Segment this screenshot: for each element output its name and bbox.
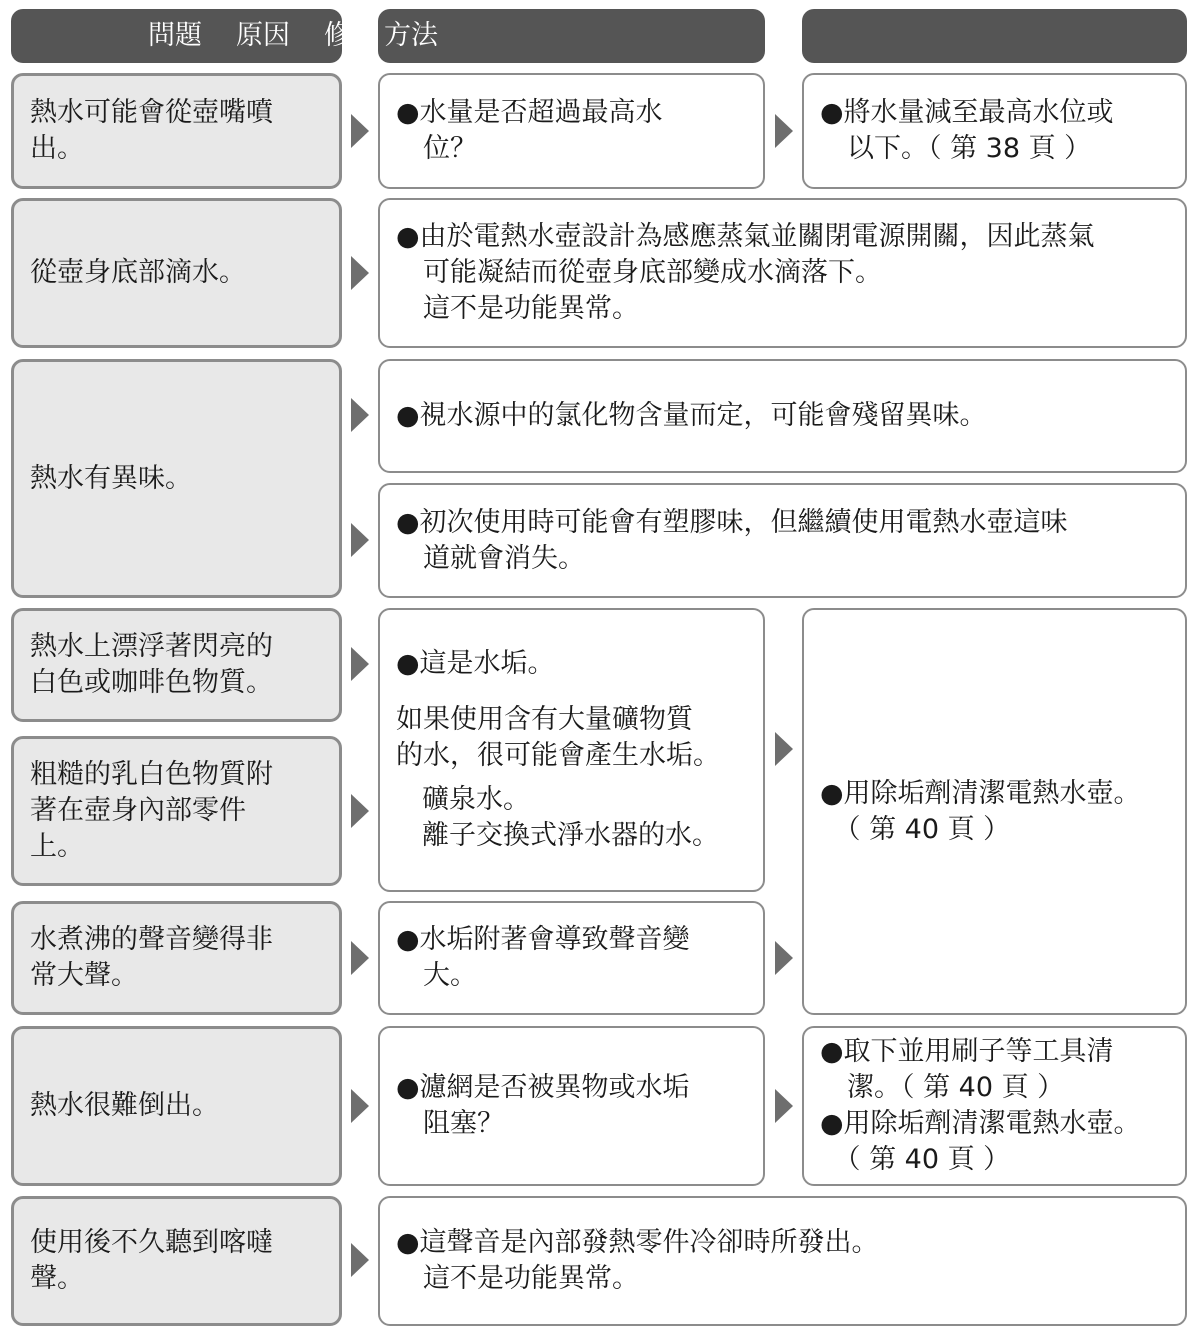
triangle-right-icon (775, 1089, 793, 1123)
cause-text: ●由於電熱水壺設計為感應蒸氣並關閉電源開關，因此蒸氣 可能凝結而從壺身底部變成水滴落下。 這不是功能異常。 (396, 221, 1095, 324)
triangle-right-icon (351, 256, 369, 290)
triangle-right-icon (351, 794, 369, 828)
header-problem-label: 問題 (148, 20, 202, 51)
solution-text: ●將水量減至最高水位或 以下。（ 第 38 頁 ） (820, 97, 1114, 164)
solution-box-descale (802, 608, 1187, 1015)
cause-scale-detail: 如果使用含有大量礦物質 的水，很可能會產生水垢。 (396, 704, 720, 771)
cause-box-scale (378, 608, 765, 892)
triangle-right-icon (351, 398, 369, 432)
problem-text: 水煮沸的聲音變得非 常大聲。 (30, 924, 273, 991)
problem-box-white-deposit (11, 736, 342, 886)
triangle-right-icon (351, 1243, 369, 1277)
cause-scale-main: ●這是水垢。 (396, 648, 555, 679)
cause-box-water-level (378, 73, 765, 189)
header-left (11, 9, 351, 63)
header-right (802, 9, 1187, 63)
problem-box-drip (11, 198, 342, 348)
cause-scale-examples: 礦泉水。 離子交換式淨水器的水。 (422, 784, 719, 851)
cause-text: ●濾網是否被異物或水垢 阻塞？ (396, 1072, 690, 1139)
cause-box-plastic-smell (378, 483, 1187, 598)
cause-text: ●水量是否超過最高水 位？ (396, 97, 663, 164)
problem-text: 從壺身底部滴水。 (30, 257, 246, 288)
solution-text: ●用除垢劑清潔電熱水壺。 （ 第 40 頁 ） (820, 777, 1141, 845)
solution-box-clean-filter (802, 1026, 1187, 1186)
header-fix-label-part: 修 (324, 20, 351, 51)
cause-text: ●這聲音是內部發熱零件冷卻時所發出。 這不是功能異常。 (396, 1227, 879, 1294)
cause-box-chlorine (378, 359, 1187, 473)
triangle-right-icon (775, 114, 793, 148)
problem-box-odor (11, 359, 342, 598)
problem-box-loud-boil (11, 901, 342, 1015)
cause-text: ●水垢附著會導致聲音變 大。 (396, 924, 690, 991)
cause-box-filter (378, 1026, 765, 1186)
problem-box-floating-flakes (11, 608, 342, 722)
header-middle (378, 9, 765, 63)
triangle-right-icon (775, 732, 793, 766)
problem-box-spout (11, 73, 342, 189)
solution-text: ●取下並用刷子等工具清 潔。（ 第 40 頁 ） ●用除垢劑清潔電熱水壺。 （ 第 40 頁 ） (820, 1036, 1141, 1175)
header-cause-label: 原因 (236, 20, 290, 51)
triangle-right-icon (351, 523, 369, 557)
problem-box-pour (11, 1026, 342, 1186)
problem-text: 熱水上漂浮著閃亮的 白色或咖啡色物質。 (30, 631, 273, 698)
problem-text: 粗糙的乳白色物質附 著在壺身內部零件 上。 (30, 759, 273, 862)
cause-box-condensation (378, 198, 1187, 348)
header-fix-label-rest: 方法 (384, 20, 438, 51)
triangle-right-icon (351, 114, 369, 148)
triangle-right-icon (351, 647, 369, 681)
triangle-right-icon (351, 1089, 369, 1123)
cause-box-scale-noise (378, 901, 765, 1015)
problem-text: 熱水可能會從壺嘴噴 出。 (30, 97, 273, 164)
problem-text: 使用後不久聽到喀噠 聲。 (30, 1227, 273, 1294)
problem-text: 熱水很難倒出。 (30, 1090, 219, 1121)
triangle-right-icon (775, 941, 793, 975)
cause-text: ●初次使用時可能會有塑膠味，但繼續使用電熱水壺這味 道就會消失。 (396, 506, 1068, 574)
problem-text: 熱水有異味。 (30, 462, 192, 494)
solution-box-reduce-water (802, 73, 1187, 189)
cause-text: ●視水源中的氯化物含量而定，可能會殘留異味。 (396, 400, 987, 431)
triangle-right-icon (351, 941, 369, 975)
cause-box-cooling (378, 1196, 1187, 1326)
problem-box-clicking (11, 1196, 342, 1326)
